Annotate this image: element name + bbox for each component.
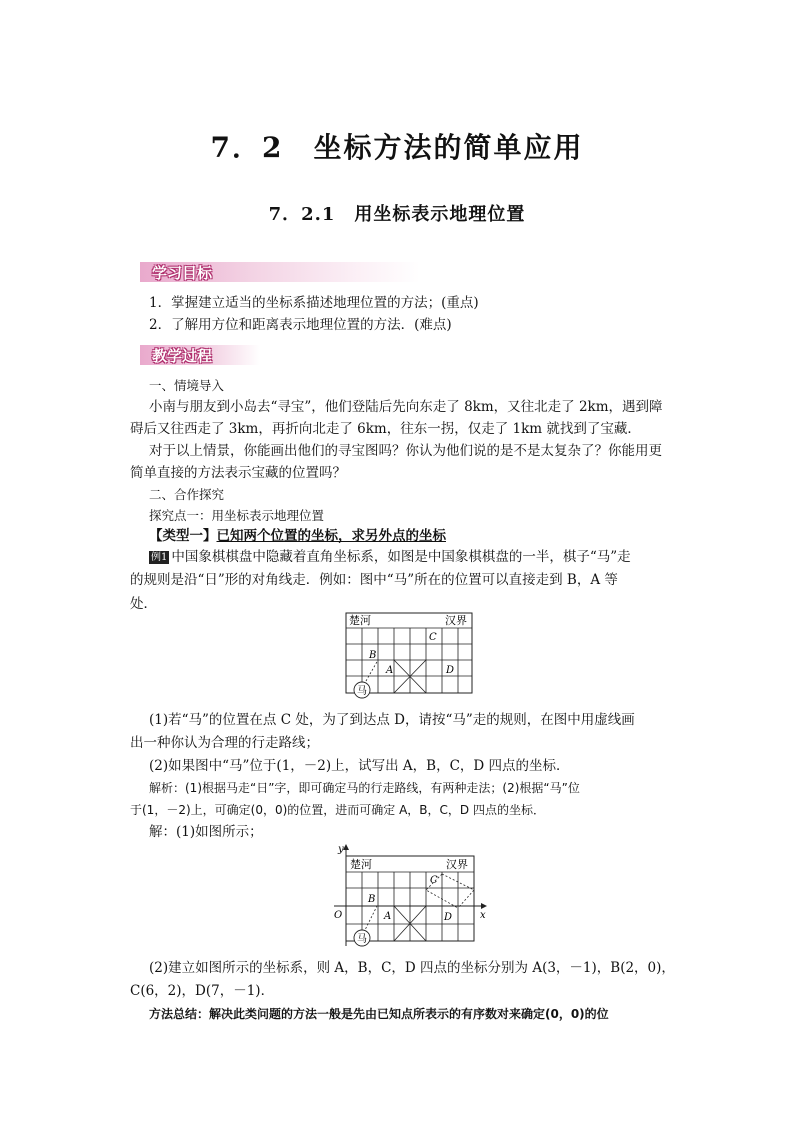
goals-heading: 学习目标 [152, 264, 213, 282]
point-a: A [386, 665, 394, 676]
river-label: 楚河 [350, 858, 372, 871]
point-d: D [444, 912, 453, 923]
example-tag: 例1 [151, 552, 168, 563]
point-c: C [429, 632, 437, 643]
chessboard-figure [340, 608, 480, 700]
point-a: A [384, 911, 392, 922]
intro-line: 简单直接的方法表示宝藏的位置吗？ [130, 465, 346, 481]
point-b: B [369, 650, 377, 661]
analysis-line: 于(1，－2)上，可确定(0，0)的位置，进而可确定 A，B，C，D 四点的坐标． [130, 803, 545, 817]
explore-heading: 二、合作探究 [149, 487, 225, 502]
point-c: C [430, 875, 438, 886]
solution-line: (2)建立如图所示的坐标系，则 A，B，C，D 四点的坐标分别为 A(3，－1)，B(2，0)， [149, 960, 675, 976]
type-label: 【类型一】 [149, 528, 217, 544]
example-line: 例1 中国象棋棋盘中隐藏着直角坐标系，如图是中国象棋棋盘的一半，棋子“马”走 [151, 549, 631, 565]
process-banner [140, 345, 260, 365]
horse-piece [354, 930, 370, 946]
page-title: 7．2 坐标方法的简单应用 [210, 131, 584, 164]
type-heading [149, 528, 446, 544]
solution-part-1: 解：(1)如图所示； [149, 824, 263, 840]
goals-banner [140, 262, 420, 282]
svg-text:马: 马 [357, 686, 367, 697]
intro-line: 碍后又往西走了 3km，再折向北走了 6km，往东一拐，仅走了 1km 就找到了宝藏． [130, 421, 641, 437]
explore-point: 探究点一：用坐标表示地理位置 [149, 508, 325, 523]
question-line: 出一种你认为合理的行走路线； [130, 735, 319, 751]
border-label: 汉界 [445, 614, 467, 627]
process-heading: 教学过程 [152, 347, 213, 365]
method-summary: 方法总结：解决此类问题的方法一般是先由已知点所表示的有序数对来确定(0，0)的位 [149, 1007, 609, 1021]
origin-label: O [334, 910, 343, 921]
svg-text:马: 马 [357, 934, 367, 945]
border-label: 汉界 [446, 858, 468, 871]
section-subtitle: 7．2.1 用坐标表示地理位置 [268, 204, 526, 225]
question-line: (1)若“马”的位置在点 C 处，为了到达点 D，请按“马”走的规则，在图中用虚线画 [149, 712, 635, 728]
analysis-line: 解析：(1)根据马走“日”字，即可确定马的行走路线，有两种走法；(2)根据“马”位 [149, 781, 580, 795]
point-b: B [368, 894, 376, 905]
x-axis-label: x [480, 910, 486, 921]
question-line: (2)如果图中“马”位于(1，－2)上，试写出 A，B，C，D 四点的坐标． [149, 758, 570, 774]
example-line: 处． [130, 596, 157, 612]
horse-piece [354, 682, 370, 698]
river-label: 楚河 [349, 614, 371, 627]
goal-item-2: 2．了解用方位和距离表示地理位置的方法．(难点) [149, 317, 452, 333]
solution-line: C(6，2)，D(7，－1)． [130, 983, 275, 999]
coordinate-figure [330, 842, 490, 947]
intro-line: 小南与朋友到小岛去“寻宝”，他们登陆后先向东走了 8km，又往北走了 2km，遇到障 [149, 399, 663, 415]
type-title: 已知两个位置的坐标，求另外点的坐标 [216, 528, 446, 544]
y-axis-label: y [338, 844, 344, 855]
intro-heading: 一、情境导入 [149, 378, 225, 393]
point-d: D [446, 665, 455, 676]
goal-item-1: 1．掌握建立适当的坐标系描述地理位置的方法；(重点) [149, 295, 479, 311]
intro-line: 对于以上情景，你能画出他们的寻宝图吗？你认为他们说的是不是太复杂了？你能用更 [149, 443, 662, 459]
example-line: 的规则是沿“日”形的对角线走．例如：图中“马”所在的位置可以直接走到 B，A 等 [130, 572, 618, 588]
